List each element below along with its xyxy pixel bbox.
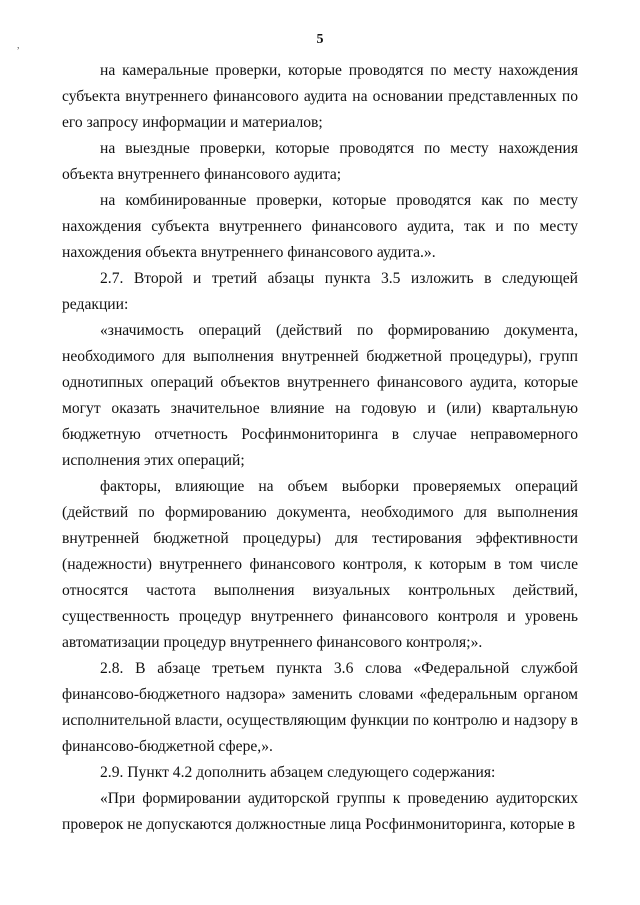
paragraph-significance: «значимость операций (действий по формированию документа, необходимого для выполнения внутренней бюджетной процедуры), групп однотипных операций объектов внутреннего финансового аудита, которые могут оказать значительное влияние на годовую и (или) квартальную бюджетную отчетность Росфинмониторинга в случае неправомерного исполнения этих операций; bbox=[62, 322, 578, 469]
document-body bbox=[62, 58, 578, 838]
paragraph-combined-audits: на комбинированные проверки, которые проводятся как по месту нахождения субъекта внутреннего финансового аудита, так и по месту нахождения объекта внутреннего финансового аудита.». bbox=[62, 192, 578, 261]
paragraph-cameral-audits: на камеральные проверки, которые проводятся по месту нахождения субъекта внутреннего финансового аудита на основании представленных по его запросу информации и материалов; bbox=[62, 62, 578, 131]
paragraph-item-2-9: 2.9. Пункт 4.2 дополнить абзацем следующего содержания: bbox=[100, 764, 496, 781]
paragraph-factors: факторы, влияющие на объем выборки проверяемых операций (действий по формированию документа, необходимого для выполнения внутренней бюджетной процедуры) для тестирования эффективности (надежности) внутреннего финансового контроля, к которым в том числе относятся частота выполнения визуальных контрольных действий, существенность процедур внутреннего финансового контроля и уровень автоматизации процедур внутреннего финансового контроля;». bbox=[62, 478, 578, 651]
paragraph-audit-group: «При формировании аудиторской группы к проведению аудиторских проверок не допускаются должностные лица Росфинмониторинга, которые в bbox=[62, 790, 578, 833]
paragraph-field-audits: на выездные проверки, которые проводятся по месту нахождения объекта внутреннего финансового аудита; bbox=[62, 140, 578, 183]
page-number: 5 bbox=[316, 32, 324, 47]
scan-mark: , bbox=[17, 40, 20, 51]
paragraph-item-2-8: 2.8. В абзаце третьем пункта 3.6 слова «Федеральной службой финансово-бюджетного надзора» заменить словами «федеральным органом исполнительной власти, осуществляющим функции по контролю и надзору в финансово-бюджетной сфере,». bbox=[62, 660, 578, 755]
paragraph-item-2-7: 2.7. Второй и третий абзацы пункта 3.5 изложить в следующей редакции: bbox=[62, 270, 578, 313]
